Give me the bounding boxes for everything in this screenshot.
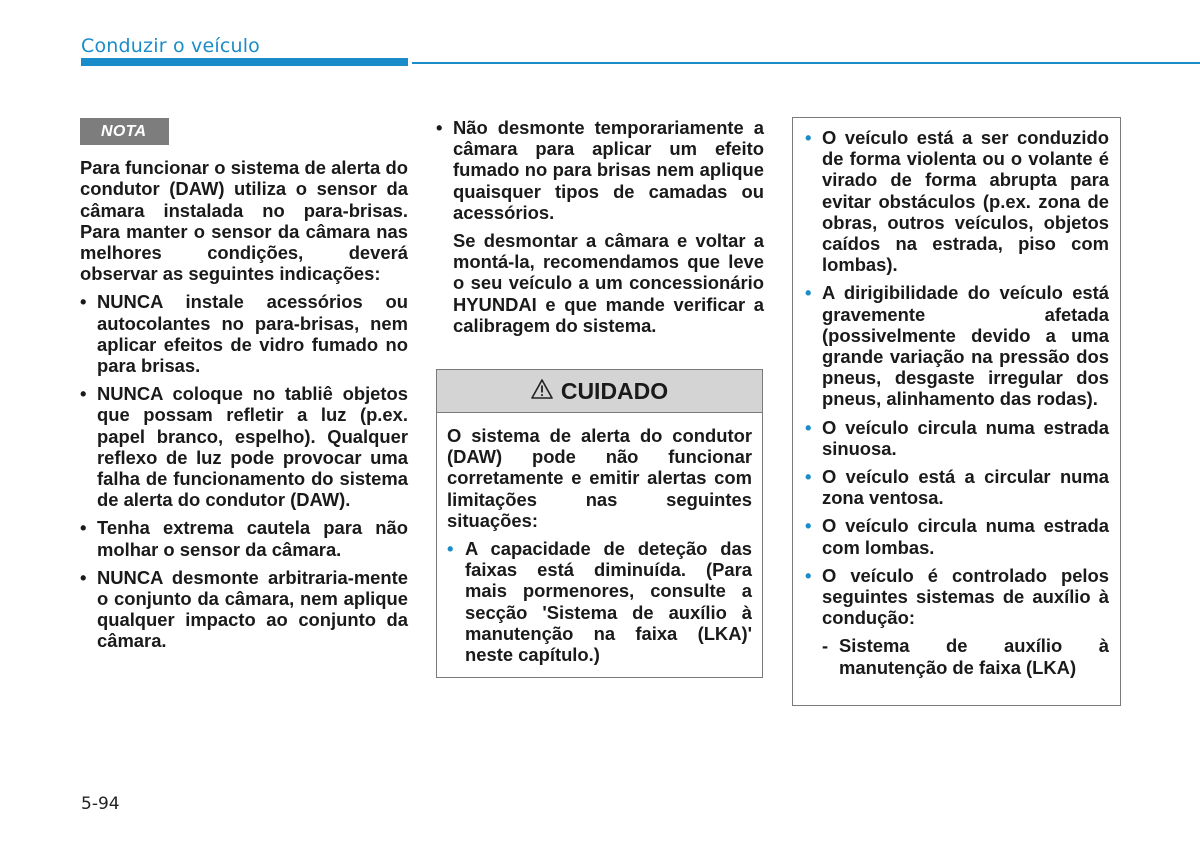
list-item: • Tenha extrema cautela para não molhar o sensor da câmara. (80, 517, 408, 559)
section-title: Conduzir o veículo (81, 35, 261, 57)
list-item: • O veículo circula numa estrada sinuosa. (805, 417, 1109, 459)
dash-marker: - (822, 635, 829, 657)
page-number: 5-94 (81, 794, 120, 814)
column-middle (436, 117, 764, 343)
middle-followup: Se desmontar a câmara e voltar a montá-la, recomendamos que leve o seu veículo a um concessionário HYUNDAI e que mande verificar a calibragem do sistema. (453, 230, 764, 336)
header-rule-thin (412, 62, 1200, 64)
list-item: • O veículo está a ser conduzido de forma violenta ou o volante é virado de forma abrupta para evitar obstáculos (p.ex. zona de obras, outros veículos, objetos caídos na estrada, piso com lombas). (805, 127, 1109, 275)
list-item: • O veículo é controlado pelos seguintes sistemas de auxílio à condução: (805, 565, 1109, 629)
header-rule-thick (81, 58, 408, 66)
caution-list (447, 538, 752, 665)
conditions-list (805, 127, 1109, 628)
middle-list (436, 117, 764, 223)
warning-triangle-icon (531, 378, 553, 405)
list-item: • O veículo circula numa estrada com lombas. (805, 515, 1109, 557)
caution-intro: O sistema de alerta do condutor (DAW) pode não funcionar corretamente e emitir alertas com limitações nas seguintes situações: (447, 425, 752, 531)
list-item: • NUNCA coloque no tabliê objetos que possam refletir a luz (p.ex. papel branco, espelho). Qualquer reflexo de luz pode provocar uma falha de funcionamento do sistema de alerta do condutor (DAW). (80, 383, 408, 510)
note-intro: Para funcionar o sistema de alerta do condutor (DAW) utiliza o sensor da câmara instalada no para-brisas. Para manter o sensor da câmara nas melhores condições, deverá observar as seguintes indicações: (80, 157, 408, 285)
note-list (80, 291, 408, 651)
caution-body (437, 413, 762, 665)
list-item: • NUNCA instale acessórios ou autocolantes no para-brisas, nem aplicar efeitos de vidro fumado no para brisas. (80, 291, 408, 376)
column-left (80, 118, 408, 659)
list-item: • Não desmonte temporariamente a câmara para aplicar um efeito fumado no para brisas nem aplique quaisquer tipos de camadas ou acessórios. (436, 117, 764, 223)
list-item: • A dirigibilidade do veículo está gravemente afetada (possivelmente devido a uma grande variação na pressão dos pneus, desgaste irregular dos pneus, alinhamento das rodas). (805, 282, 1109, 409)
sub-item-text: Sistema de auxílio à manutenção de faixa (LKA) (839, 635, 1109, 678)
sub-list-item (822, 635, 1109, 677)
caution-box (436, 369, 763, 678)
list-item: • NUNCA desmonte arbitraria-mente o conjunto da câmara, nem aplique qualquer impacto ao conjunto da câmara. (80, 567, 408, 652)
note-label: NOTA (80, 118, 169, 145)
caution-title: CUIDADO (560, 377, 669, 404)
list-item: • O veículo está a circular numa zona ventosa. (805, 466, 1109, 508)
caution-header (437, 370, 762, 413)
column-right (793, 118, 1121, 678)
list-item: • A capacidade de deteção das faixas está diminuída. (Para mais pormenores, consulte a secção 'Sistema de auxílio à manutenção na faixa (LKA)' neste capítulo.) (447, 538, 752, 665)
